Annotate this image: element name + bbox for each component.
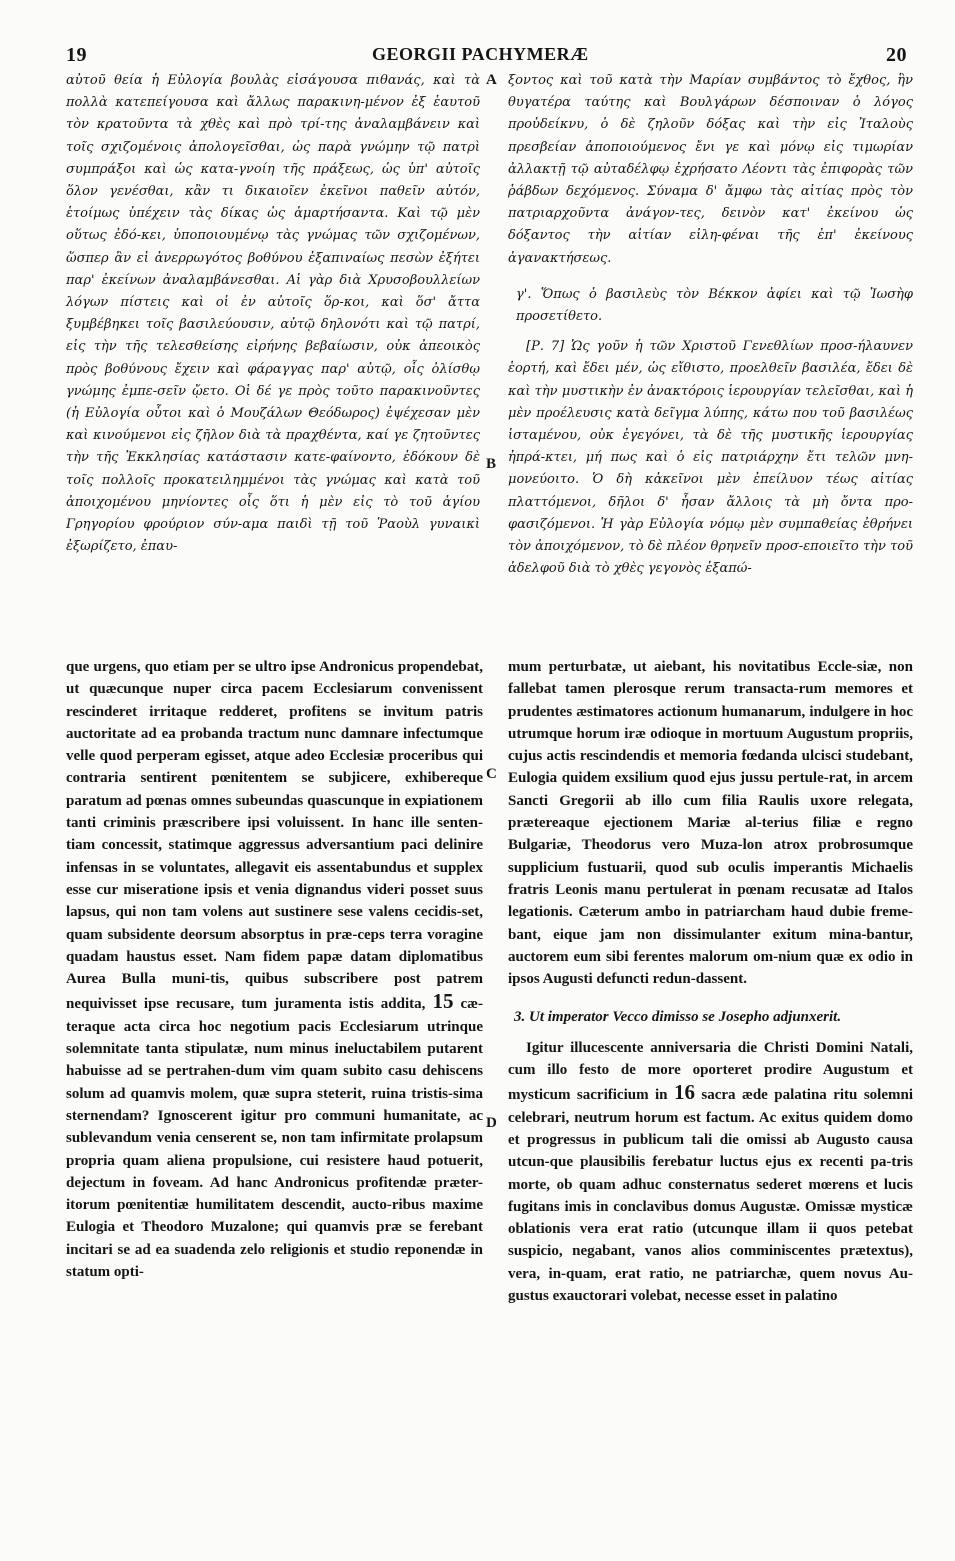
latin-paragraph [66, 656, 483, 1283]
latin-text: cæ-teraque acta circa hoc negotium pacis Ecclesiarum utrinque solemnitate tanta stipulatæ, num minus ineluctabilem putarent habuisse ad se pertrahen-dum vim quam subito casu dehiscens solum ad quamvis molem, quæ supra steterit, ruina tristis-sima sternendam? Ignoscerent igitur pro communi humanitate, ac sublevandum venia censerent se, non tam infirmitate prolapsum propria quam aliena propulsione, cui resistere haud potuerit, dejectum in foveam. Ad hanc Andronicus profitendæ præter-itorum pœnitentiæ humilitatem descendit, aucto-ribus maxime Eulogia et Theodoro Muzalone; qui quamvis præ se ferebant incitari se ad ea suadenda zelo religionis et studio reponendæ in statum opti- [66, 996, 484, 1281]
latin-text: sacra æde palatina ritu solemni celebrari, neutrum horum est factum. Ac exitus quidem domo et progressus in publicum tali die omissi ab Augusto causa utcun-que plausibilis ferebatur luctus ejus ex recenti pa-tris morte, ob quam adhuc consternatus sederet mœrens et lucis fugitans imis in conclavibus domus Augustæ. Omissæ mysticæ oblationis vera erat ratio (utcunque illam ii quos petebat suspicio, negabant, vanos alios comminiscentes prætextus), vera, in-quam, erat ratio, ne patriarchæ, quem novus Au-gustus exauctorari volebat, necesse esset in palatino [508, 1087, 913, 1305]
margin-mark-b: B [486, 456, 497, 472]
page-number-left: 19 [66, 44, 87, 66]
greek-section-heading: γ'. Ὅπως ὁ βασιλεὺς τὸν Βέκκον ἀφίει καὶ τῷ Ἰωσὴφ προσετίθετο. [516, 286, 913, 325]
latin-section-heading: 3. Ut imperator Vecco dimisso se Josepho adjunxerit. [514, 1009, 842, 1026]
latin-text: que urgens, quo etiam per se ultro ipse Andronicus propendebat, ut quæcunque nuper circa pacem Ecclesiarum convenissent rescinderet irritaque redderet, profitens se invitum patris auctoritate ad ea probanda tractum nunc damnare infectumque velle quod perperam egisset, atque adeo Ecclesiæ proceribus qui contraria sentirent pœnitentem se subjicere, exhibereque paratum ad pœnas omnes subeundas quascunque in expiationem tanti criminis præscribere ipsi voluissent. In hanc ille senten-tiam concessit, statimque aggressus adversantium paci delinire infensas in se voluntates, allegavit eis assentabundus et supplex esse cur miseratione ipsis et venia dignandus videri posset suus lapsus, qui non tam volens aut sustinere sese valens cecidis-set, quam subsidente deorsum absorptus in præ-ceps terra voragine quadam haustus esset. Nam fidem papæ datam diplomatibus Aurea Bulla muni-tis, quibus subscribere post patrem nequivisset ipse recusare, tum juramenta istis addita, [66, 659, 483, 1013]
greek-paragraph: ξοντος καὶ τοῦ κατὰ τὴν Μαρίαν συμβάντος τὸ ἔχθος, ἣν θυγατέρα ταύτης καὶ Βουλγάρων δέσποιναν ὁ λόγος προὐδείκνυ, ὁ δὲ ζηλοῦν δόξας καὶ τὴν εἰς Ἰταλοὺς πρεσβείαν ἀποποιούμενος ἔνι γε καὶ μόνῳ εἰς τιμωρίαν ἀλλακτῇ τῷ αὐταδέλφῳ ἐχρήσατο Λέοντι τὰς ἐπιφορὰς τῶν ῥάβδων δεχόμενος. Σύναμα δ' ἄμφω τὰς αἰτίας πρὸς τὸν πατριαρχοῦντα ἀνάγον-τες, δεινὸν κατ' ἐκείνου ὡς δόξαντος τὴν αἰτίαν εἰλη-φέναι τῆς ἐπ' ἐκείνους ἀγανακτήσεως. [508, 73, 913, 266]
greek-column-right [508, 70, 913, 580]
page-number-right: 20 [886, 44, 907, 66]
running-title: GEORGII PACHYMERÆ [372, 44, 589, 64]
marginal-number: 15 [432, 989, 454, 1014]
margin-mark-d: D [486, 1115, 497, 1131]
latin-column-right [508, 656, 913, 1307]
greek-paragraph: αὐτοῦ θεία ἡ Εὐλογία βουλὰς εἰσάγουσα πιθανάς, καὶ τὰ πολλὰ κατεπείγουσα καὶ ἄλλως παρακινη-μένον ἐξ ἑαυτοῦ τὸν κρατοῦντα τὰ χθὲς καὶ πρὸ τρί-της ἀναλαμβάνειν καὶ τοῖς σχιζομένοις ἀπολογεῖσθαι, ὡς παρὰ γνώμην τῷ πατρὶ συμπράξοι καὶ ὡς κατα-γνοίη τῆς πράξεως, ὡς ὑπ' αὐτοῖς ὅλον γενέσθαι, κἂν τι δικαιοῖεν ἐκεῖνοι παθεῖν αὐτόν, ἑτοίμως ὑπέχειν τὰς δίκας ὡς ἁμαρτήσαντα. Καὶ τῷ μὲν οὕτως ἐδό-κει, ὑποποιουμένῳ τὰς γνώμας τῶν σχιζομένων, ὥσπερ ἂν εἰ ἀνερρωγότος βοθύνου ἐξαπιναίως πεσὼν ἐξήτει παρ' ἐκείνων ἀναλαμβάνεσθαι. Αἱ γὰρ διὰ Χρυσοβουλλείων λόγων πίστεις καὶ οἱ ἐν αὐτοῖς ὅρ-κοι, καὶ ὅσ' ἄττα ξυμβέβηκει τοῖς βασιλεύουσιν, αὐτῷ δηλονότι καὶ τῷ πατρί, εἰς τὴν τῆς τελεσθείσης εἰρήνης βεβαίωσιν, οὐκ ἀπεοικὸς πρὸς βοθύνους ἔχειν καὶ φάραγγας παρ' αὐτῷ, οἷς ὀλίσθῳ γνώμης ἐμπε-σεῖν ᾤετο. Οἱ δέ γε πρὸς τοῦτο παρακινοῦντες (ἡ Εὐλογία οὗτοι καὶ ὁ Μουζάλων Θεόδωρος) ἐψέχεσαν μὲν καὶ κινούμενοι εἰς ζῆλον διὰ τὰ πραχθέντα, καί γε ζητοῦντες τὴν τῆς Ἐκκλησίας κατάστασιν κατε-φαίνοντο, ἐδόκουν δὲ τοῖς πολλοῖς προκατειλημμένοι τὰς γνώμας καὶ κατὰ τοῦ ἀποιχομένου μηνίοντες οἷς ὅτι ἡ μὲν εἰς τὸ τοῦ ἁγίου Γρηγορίου φρούριον σύν-αμα παιδὶ τῇ τοῦ Ῥαοὺλ γυναικὶ ἐξωρίζετο, ἐπαυ- [66, 73, 480, 555]
greek-column-left [66, 70, 480, 558]
latin-paragraph [508, 1037, 913, 1308]
latin-paragraph: mum perturbatæ, ut aiebant, his novitatibus Eccle-siæ, non fallebat tamen plerosque rerum transacta-rum memores et prudentes æstimatores actionum humanarum, indulgere in hoc utrumque horum iræ odioque in mortuum Augustum propriis, cujus actis rescindendis et memoria fœdanda ulcisci studebant, Eulogia quidem exsilium quod ejus jussu pertule-rat, in arcem Sancti Gregorii ab illo cum filia Raulis uxore relegata, prætereaque ejectionem Mariæ al-terius filiæ e regno Bulgariæ, Theodorus vero Muza-lon atrox probrosumque supplicium fustuarii, quod sub oculis imperantis Michaelis fratris Leonis manu pertulerat in pœnam recusatæ ad Italos legationis. Cæterum ambo in patriarcham haud dubie freme-bant, eique jam non dissimulanter exitum mina-bantur, auctorem eum sibi ferentes malorum om-nium quæ ex odio in ipsos Augusti defuncti redun-dassent. [508, 659, 913, 988]
margin-mark-a: A [486, 72, 497, 88]
greek-paragraph: [Ρ. 7] Ὡς γοῦν ἡ τῶν Χριστοῦ Γενεθλίων προσ-ήλαυνεν ἑορτή, καὶ ἔδει μέν, ὡς εἴθιστο, προελθεῖν βασιλέα, ἔδει δὲ καὶ τὴν μυστικὴν ἐν ἀνακτόροις ἱερουργίαν τελεῖσθαι, καὶ ἡ μὲν προέλευσις κατὰ δεῖγμα λύπης, κάτω που τοῦ βασιλέως ἱσταμένου, οὐκ ἐγεγόνει, τὰ δὲ τῆς μυστικῆς ἱερουργίας ἠπρά-κτει, μή πως καὶ ὁ εἰς πατριάρχην ἔτι τελῶν μνη-μονεύοιτο. Ὁ δὴ κἀκεῖνοι μὲν ἐπείλυον τέως αἰτίας πλαττόμενοι, δῆλοι δ' ἦσαν ἄλλοις τὰ μὴ ὄντα προ-φασιζόμενοι. Ἡ γὰρ Εὐλογία νόμῳ μὲν συμπαθείας ἐθρήνει τὸν ἀποιχόμενον, τὸ δὲ πλέον θρηνεῖν προσ-εποιεῖτο τὴν τοῦ ἀδελφοῦ διὰ τὸ χθὲς γεγονὸς ἐξαπώ- [508, 339, 913, 577]
latin-column-left [66, 656, 483, 1283]
marginal-number: 16 [673, 1080, 695, 1105]
latin-text: Igitur illucescente anniversaria die Christi Domini Natali, cum illo festo de more oporteret prodire Augustum et mysticum sacrificium in [508, 1039, 913, 1104]
margin-mark-c: C [486, 766, 497, 782]
